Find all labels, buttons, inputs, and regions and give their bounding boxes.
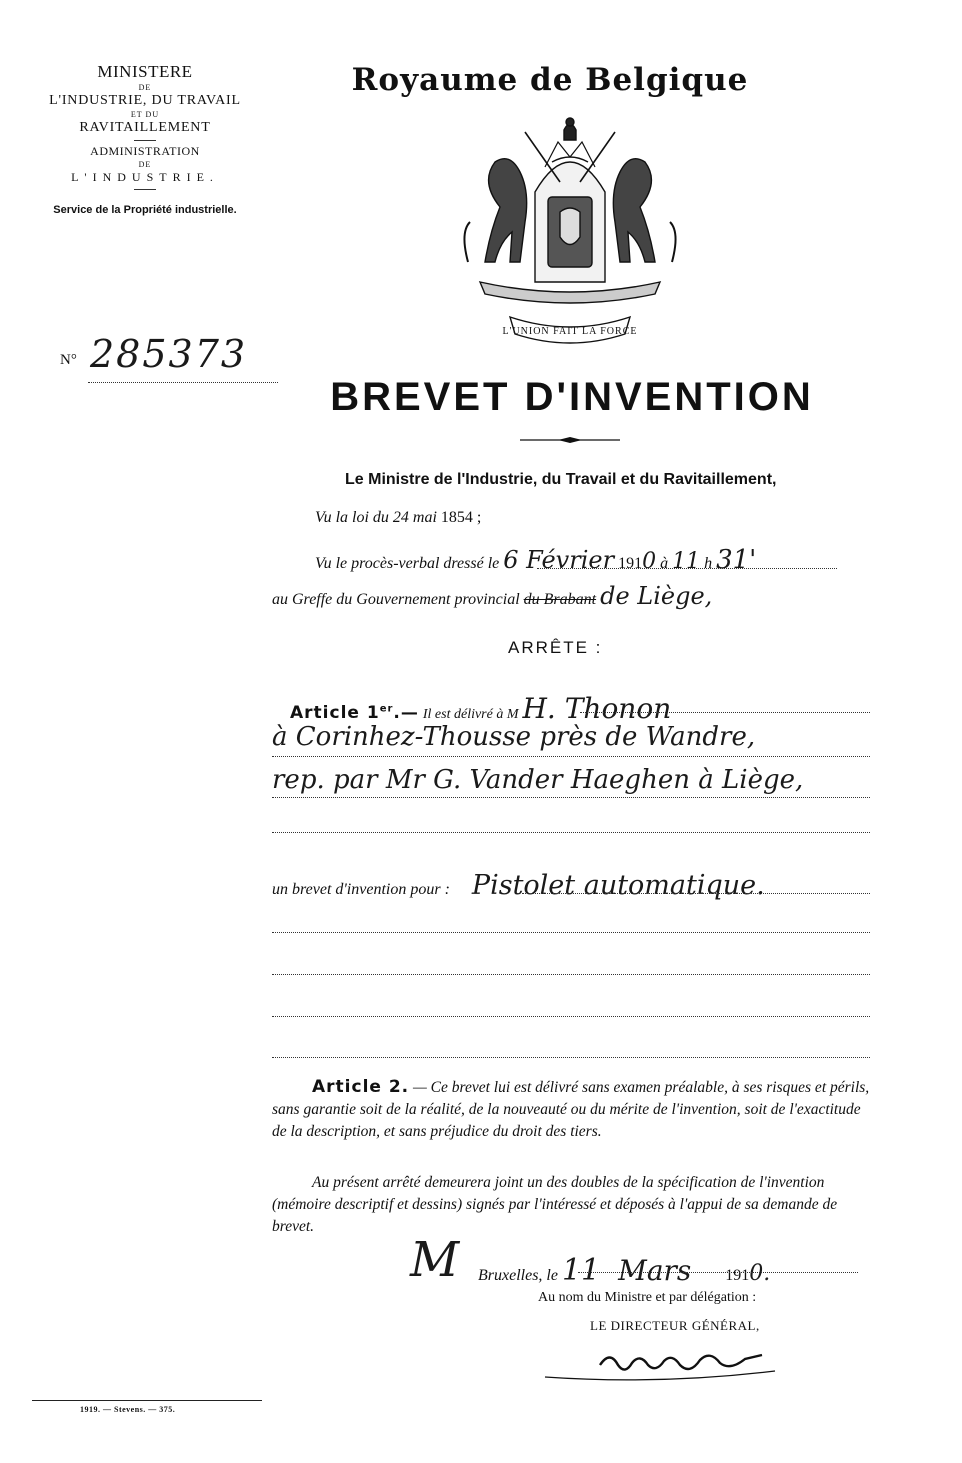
administration-label: ADMINISTRATION bbox=[90, 144, 200, 158]
proces-dotline bbox=[537, 568, 837, 569]
recipient-address-handwritten: à Corinhez-Thousse près de Wandre, bbox=[272, 722, 756, 752]
place-label: Bruxelles, le bbox=[478, 1267, 558, 1284]
article-1-line bbox=[290, 692, 671, 725]
ministry-small-de: DE bbox=[138, 83, 152, 92]
arrete-heading: ARRÊTE : bbox=[508, 638, 603, 657]
article-1-dotline bbox=[580, 712, 870, 713]
article-1-dash: .— bbox=[393, 703, 419, 723]
recipient-name-handwritten: H. Thonon bbox=[522, 692, 672, 725]
number-value-handwritten: 285373 bbox=[90, 332, 248, 376]
closing-year-printed: 191 bbox=[725, 1267, 750, 1284]
marginal-mark-handwritten: M bbox=[410, 1232, 460, 1288]
number-dotline bbox=[88, 382, 278, 383]
printer-rule bbox=[32, 1400, 262, 1401]
closing-year-handwritten: 0. bbox=[749, 1261, 771, 1286]
proces-year-printed: 191 bbox=[618, 555, 643, 572]
proces-year-handwritten: 0 bbox=[642, 549, 657, 574]
blank-dotline-5 bbox=[272, 1057, 870, 1058]
blank-dotline-3 bbox=[272, 974, 870, 975]
proces-date-handwritten: 6 Février bbox=[503, 546, 615, 574]
pour-label: un brevet d'invention pour : bbox=[272, 881, 450, 898]
service-label: Service de la Propriété industrielle. bbox=[53, 204, 237, 216]
pour-dotline bbox=[522, 893, 870, 894]
kingdom-title: Royaume de Belgique bbox=[351, 62, 749, 98]
proces-hour-handwritten: 11 bbox=[672, 549, 701, 574]
blank-dotline-1 bbox=[272, 832, 870, 833]
address-dotline bbox=[272, 756, 870, 757]
article-2-paragraph bbox=[272, 1076, 872, 1143]
ornament-divider bbox=[520, 436, 620, 444]
greffe-prefix: au Greffe du Gouvernement provincial bbox=[272, 591, 520, 608]
article-2-text: — Ce brevet lui est délivré sans examen préalable, à ses risques et périls, sans garantie soit de la réalité, de la nouveauté ou du mérite de l'invention, soit de l'exactitude de la description, et sans préjudice du droit des tiers. bbox=[272, 1079, 870, 1140]
article-2-label: Article 2. bbox=[312, 1077, 410, 1097]
number-label: N° bbox=[60, 352, 77, 368]
vu-proces-line bbox=[315, 545, 756, 575]
vu-loi-prefix: Vu la loi du 24 bbox=[315, 509, 413, 526]
ministry-name: L'INDUSTRIE, DU TRAVAIL bbox=[49, 93, 241, 108]
greffe-handwritten: de Liège, bbox=[600, 582, 713, 610]
printer-imprint: 1919. — Stevens. — 375. bbox=[80, 1405, 176, 1414]
header-divider bbox=[134, 140, 156, 141]
pour-line bbox=[272, 870, 765, 901]
article-1-text: Il est délivré à M bbox=[422, 707, 519, 722]
header-divider-2 bbox=[134, 189, 156, 190]
article-1-sup: er bbox=[379, 703, 394, 715]
motto-text: L'UNION FAIT LA FORCE bbox=[502, 326, 638, 337]
patent-number bbox=[60, 330, 260, 390]
industrie-label: L'INDUSTRIE. bbox=[71, 170, 219, 184]
representative-dotline bbox=[272, 797, 870, 798]
closing-dotline bbox=[578, 1272, 858, 1273]
proces-a: à bbox=[660, 555, 669, 572]
article-2-paragraph-2: Au présent arrêté demeurera joint un des doubles de la spécification de l'invention (mémoire descriptif et dessins) signés par l'intéressé et déposés à l'appui de sa demande de brevet. bbox=[272, 1174, 838, 1235]
document-title: BREVET D'INVENTION bbox=[330, 375, 814, 419]
vu-loi-month: mai bbox=[412, 509, 437, 526]
vu-proces-prefix: Vu le procès-verbal dressé le bbox=[315, 555, 500, 572]
ministry-header bbox=[30, 62, 260, 216]
article-1-label: Article 1 bbox=[290, 703, 380, 723]
ministry-line: MINISTERE bbox=[97, 62, 193, 81]
coat-of-arms-emblem bbox=[440, 112, 700, 352]
greffe-line bbox=[272, 582, 712, 610]
blank-dotline-4 bbox=[272, 1016, 870, 1017]
greffe-struck: du Brabant bbox=[523, 591, 597, 608]
blank-dotline-2 bbox=[272, 932, 870, 933]
closing-day-handwritten: 11 bbox=[561, 1253, 601, 1288]
delegation-line: Au nom du Ministre et par délégation : bbox=[538, 1290, 757, 1305]
ministry-ravitaillement: RAVITAILLEMENT bbox=[79, 120, 211, 135]
proces-h: h bbox=[704, 555, 713, 572]
ministry-small-et-du: ET DU bbox=[130, 110, 160, 119]
representative-handwritten: rep. par Mr G. Vander Haeghen à Liège, bbox=[272, 765, 804, 795]
minister-line: Le Ministre de l'Industrie, du Travail et du Ravitaillement, bbox=[345, 471, 777, 488]
invention-title-handwritten: Pistolet automatique. bbox=[471, 870, 765, 901]
vu-loi-suffix: 1854 ; bbox=[436, 509, 482, 526]
proces-minutes-handwritten: 31' bbox=[716, 545, 757, 575]
vu-loi-line bbox=[315, 509, 481, 527]
director-title: LE DIRECTEUR GÉNÉRAL, bbox=[590, 1318, 760, 1333]
administration-small-de: DE bbox=[138, 160, 152, 169]
place-date-line bbox=[478, 1253, 770, 1288]
director-signature bbox=[540, 1335, 780, 1385]
closing-month-handwritten: Mars bbox=[618, 1254, 692, 1287]
